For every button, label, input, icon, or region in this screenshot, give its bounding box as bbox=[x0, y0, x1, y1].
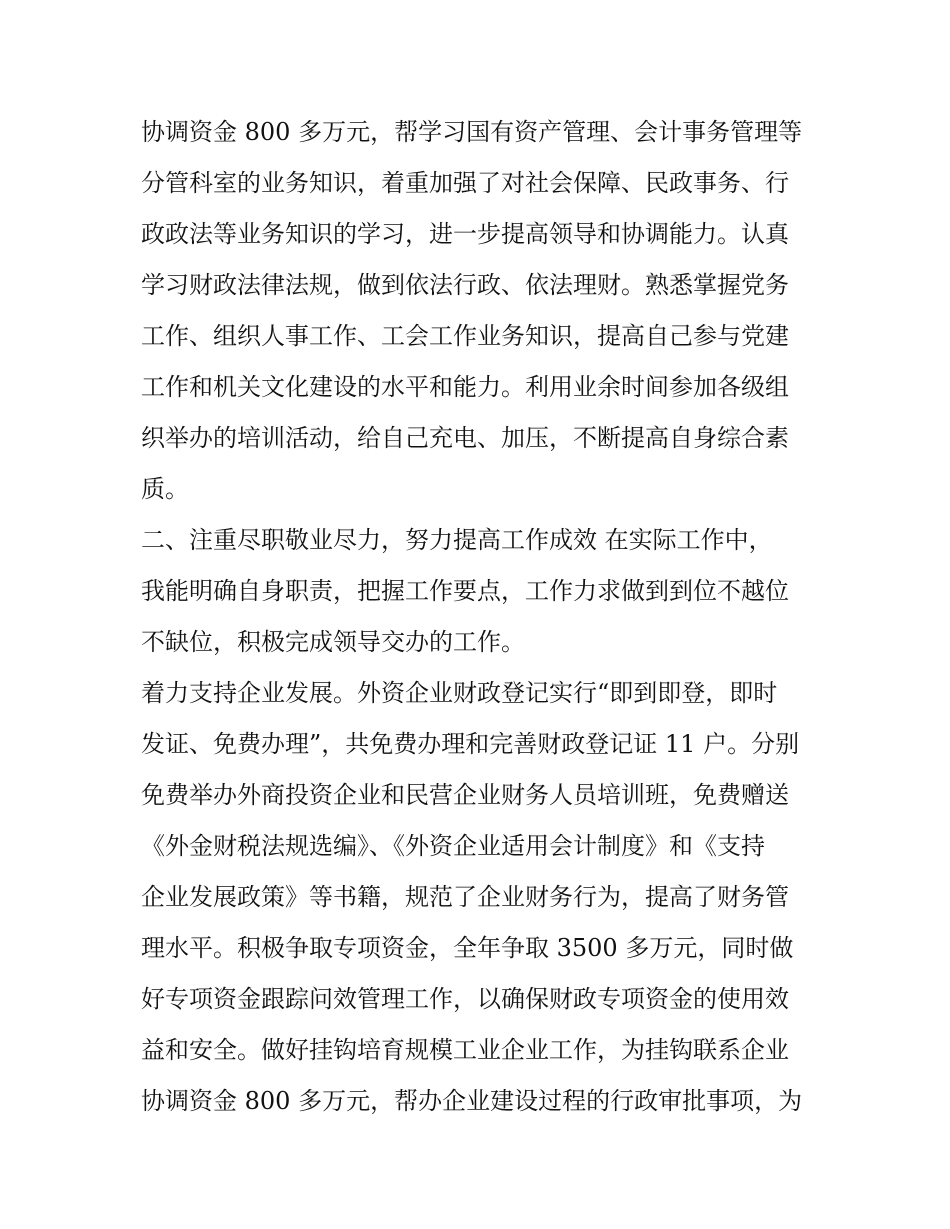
text-line: 政政法等业务知识的学习，进一步提高领导和协调能力。认真 bbox=[141, 220, 789, 248]
text-line: 免费举办外商投资企业和民营企业财务人员培训班，免费赠送 bbox=[141, 781, 789, 809]
text-line: 益和安全。做好挂钩培育规模工业企业工作，为挂钩联系企业 bbox=[141, 1036, 789, 1064]
section-heading-line: 二、注重尽职敬业尽力，努力提高工作成效 在实际工作中， bbox=[141, 526, 773, 554]
text-line: 工作和机关文化建设的水平和能力。利用业余时间参加各级组 bbox=[141, 373, 789, 401]
text-line: 协调资金 800 多万元，帮办企业建设过程的行政审批事项，为 bbox=[141, 1087, 803, 1115]
text-line: 发证、免费办理”，共免费办理和完善财政登记证 11 户。分别 bbox=[141, 730, 800, 758]
text-line: 好专项资金跟踪问效管理工作，以确保财政专项资金的使用效 bbox=[141, 985, 789, 1013]
text-line: 织举办的培训活动，给自己充电、加压，不断提高自身综合素 bbox=[141, 424, 789, 452]
text-line: 协调资金 800 多万元，帮学习国有资产管理、会计事务管理等 bbox=[141, 118, 803, 146]
text-line: 质。 bbox=[141, 475, 189, 503]
text-line: 工作、组织人事工作、工会工作业务知识，提高自己参与党建 bbox=[141, 322, 789, 350]
text-line: 着力支持企业发展。外资企业财政登记实行“即到即登，即时 bbox=[141, 679, 778, 707]
text-line: 分管科室的业务知识，着重加强了对社会保障、民政事务、行 bbox=[141, 169, 789, 197]
body-text bbox=[141, 107, 821, 1127]
text-line: 学习财政法律法规，做到依法行政、依法理财。熟悉掌握党务 bbox=[141, 271, 789, 299]
text-line: 企业发展政策》等书籍，规范了企业财务行为，提高了财务管 bbox=[141, 883, 789, 911]
text-line: 我能明确自身职责，把握工作要点，工作力求做到到位不越位 bbox=[141, 577, 789, 605]
text-line: 《外金财税法规选编》、《外资企业适用会计制度》和《支持 bbox=[141, 832, 765, 860]
text-line: 不缺位，积极完成领导交办的工作。 bbox=[141, 628, 525, 656]
text-line: 理水平。积极争取专项资金，全年争取 3500 多万元，同时做 bbox=[141, 934, 794, 962]
